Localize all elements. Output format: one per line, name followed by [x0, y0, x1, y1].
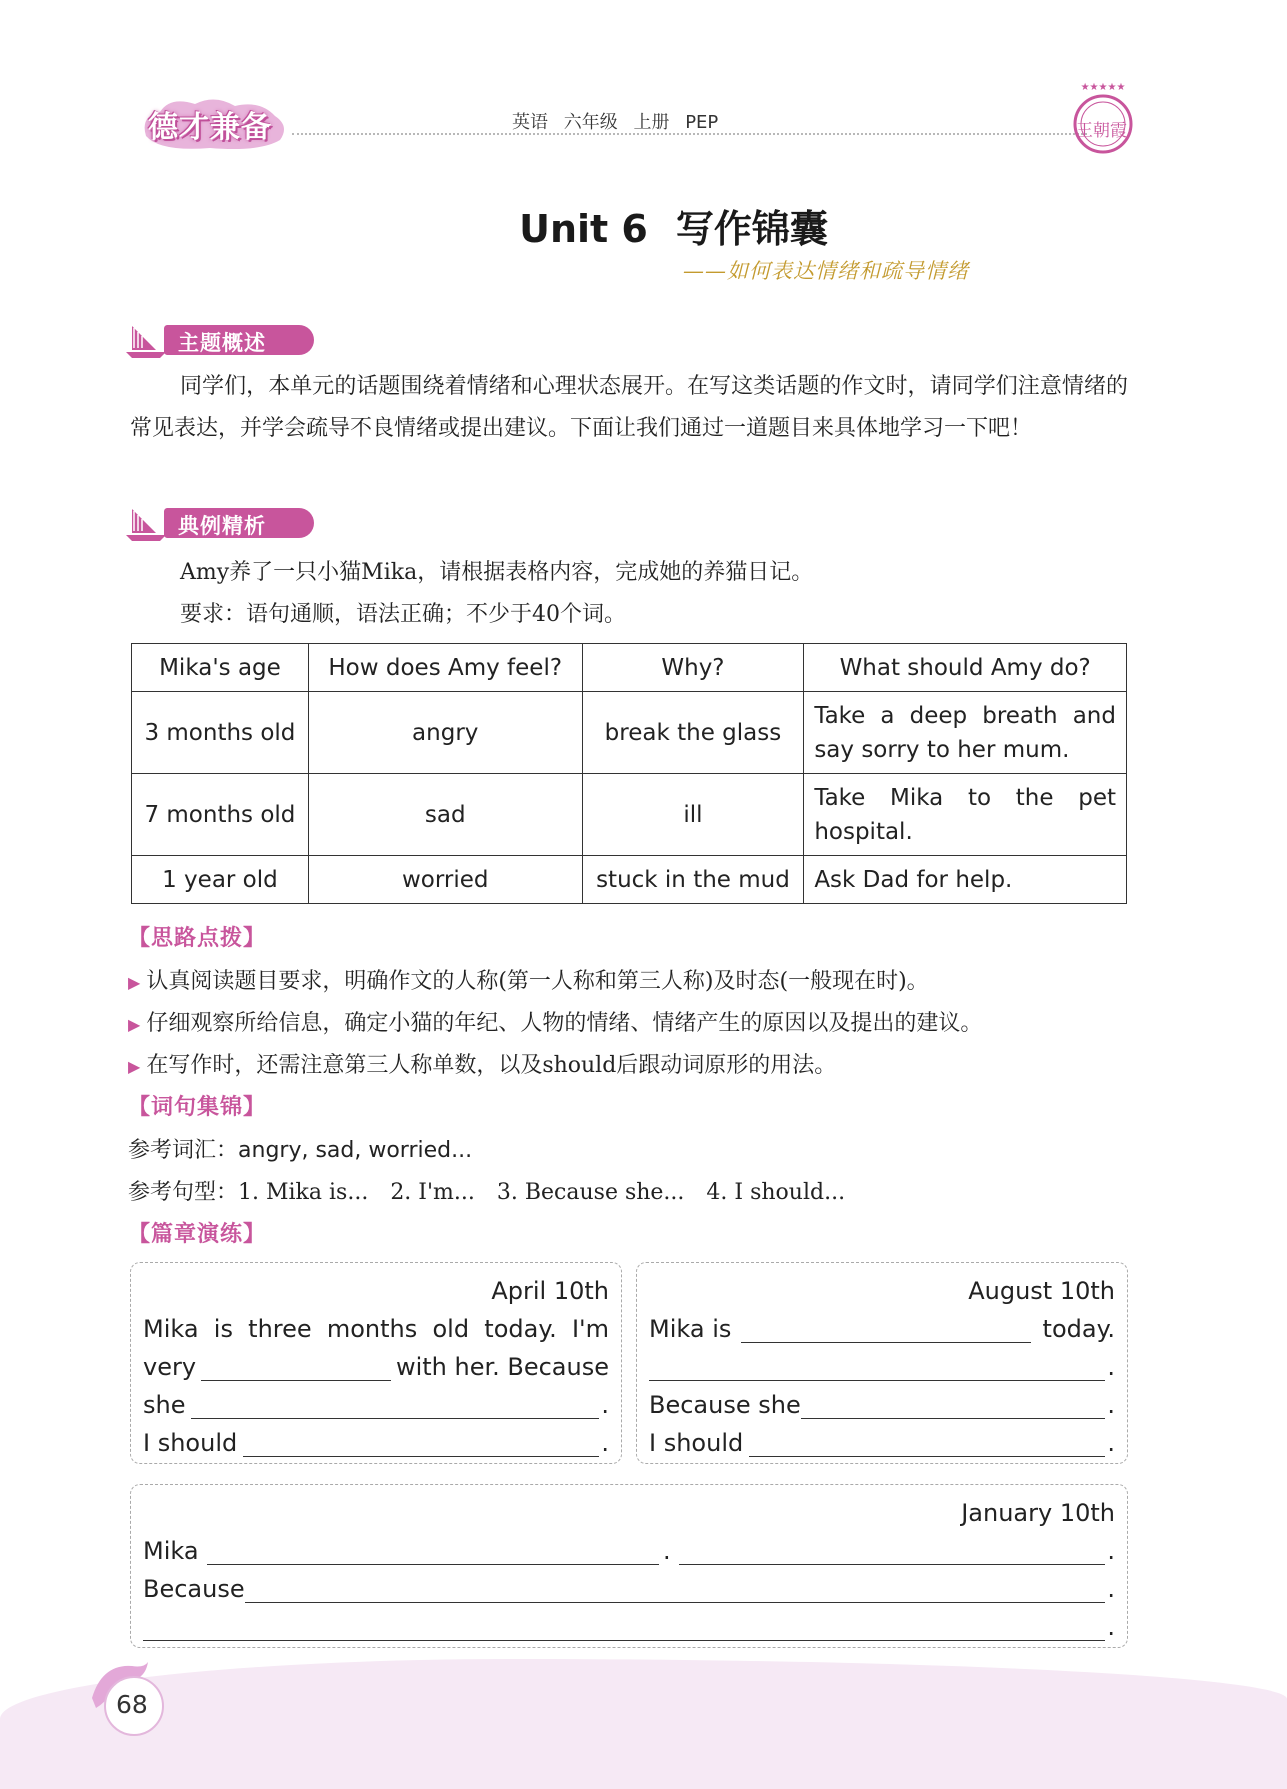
section-badge-overview: [126, 320, 326, 360]
diary-line: [143, 1429, 609, 1459]
table-row: [132, 692, 1127, 774]
diary-text: Because: [143, 1575, 245, 1603]
diary-line: [143, 1353, 609, 1383]
diary-box-april: [130, 1262, 622, 1464]
table-cell: worried: [308, 856, 582, 904]
table-cell: Ask Dad for help.: [804, 856, 1127, 904]
table-header: How does Amy feel?: [308, 644, 582, 692]
grade: 六年级: [563, 112, 618, 133]
answer-blank[interactable]: [191, 1396, 599, 1419]
answer-blank[interactable]: [201, 1358, 391, 1381]
example-requirement: 要求：语句通顺，语法正确；不少于40个词。: [180, 602, 626, 627]
list-item: ▶ 仔细观察所给信息，确定小猫的年纪、人物的情绪、情绪产生的原因以及提出的建议。: [128, 1011, 983, 1036]
table-row: [132, 774, 1127, 856]
series-logo: [140, 96, 290, 150]
period: .: [601, 1429, 609, 1457]
diary-line: [143, 1315, 609, 1345]
answer-blank[interactable]: [243, 1434, 599, 1457]
table-cell: break the glass: [582, 692, 804, 774]
table-header: Mika's age: [132, 644, 309, 692]
diary-line: [143, 1391, 609, 1421]
pattern-label: 参考句型：: [128, 1180, 239, 1205]
table-cell: Take Mika to the pet hospital.: [804, 774, 1127, 856]
diary-text: Mika: [143, 1537, 199, 1565]
diary-text: very: [143, 1353, 197, 1381]
table-cell: sad: [308, 774, 582, 856]
diary-text: with her. Because: [395, 1353, 609, 1381]
practice-heading: 【篇章演练】: [128, 1222, 267, 1247]
diary-line: [649, 1391, 1115, 1421]
table-cell: angry: [308, 692, 582, 774]
period: .: [601, 1391, 609, 1419]
vocab-label: 参考词汇：: [128, 1138, 239, 1163]
table-cell: ill: [582, 774, 804, 856]
pattern-item: 4. I should...: [706, 1180, 846, 1205]
diary-text: Because she: [649, 1391, 801, 1419]
overview-text: 同学们，本单元的话题围绕着情绪和心理状态展开。在写这类话题的作文时，请同学们注意情绪的常见表达，并学会疏导不良情绪或提出建议。下面让我们通过一道题目来具体地学习一下吧！: [130, 374, 1128, 441]
info-table: [131, 643, 1127, 904]
table-header-row: [132, 644, 1127, 692]
author-seal: [1064, 80, 1142, 160]
volume: 上册: [633, 112, 670, 133]
table-cell: 1 year old: [132, 856, 309, 904]
table-header: What should Amy do?: [804, 644, 1127, 692]
answer-blank[interactable]: [143, 1618, 1105, 1641]
diary-date: April 10th: [491, 1277, 609, 1305]
bullet-text: 认真阅读题目要求，明确作文的人称(第一人称和第三人称)及时态(一般现在时)。: [146, 969, 929, 994]
period: .: [1107, 1353, 1115, 1381]
answer-blank[interactable]: [801, 1396, 1105, 1419]
diary-line: [649, 1429, 1115, 1459]
pattern-item: 3. Because she...: [496, 1180, 685, 1205]
diary-box-january: [130, 1484, 1128, 1648]
period: .: [1107, 1537, 1115, 1565]
seal-text: 王朝霞: [1076, 121, 1127, 141]
diary-date: August 10th: [968, 1277, 1115, 1305]
vocab-words: angry, sad, worried...: [238, 1138, 473, 1163]
diary-text: today.: [1042, 1315, 1115, 1343]
pattern-item: 1. Mika is...: [238, 1180, 369, 1205]
period: .: [1107, 1575, 1115, 1603]
period: .: [1107, 1429, 1115, 1457]
answer-blank[interactable]: [679, 1542, 1105, 1565]
svg-text:★★★★★: ★★★★★: [1080, 82, 1126, 93]
badge-label: 主题概述: [178, 331, 266, 355]
diary-text: I should: [649, 1429, 744, 1457]
diary-text: I should: [143, 1429, 238, 1457]
period: .: [1107, 1391, 1115, 1419]
bullet-text: 仔细观察所给信息，确定小猫的年纪、人物的情绪、情绪产生的原因以及提出的建议。: [146, 1011, 983, 1036]
answer-blank[interactable]: [207, 1542, 659, 1565]
period: .: [663, 1537, 671, 1565]
diary-line: [143, 1537, 1115, 1567]
section-badge-example: [126, 503, 326, 543]
table-cell: Take a deep breath and say sorry to her mum.: [804, 692, 1127, 774]
answer-blank[interactable]: [245, 1580, 1105, 1603]
edition: PEP: [685, 112, 719, 133]
page-subtitle: ——如何表达情绪和疏导情绪: [683, 259, 969, 283]
diary-line: [143, 1575, 1115, 1605]
list-item: ▶ 认真阅读题目要求，明确作文的人称(第一人称和第三人称)及时态(一般现在时)。: [128, 969, 929, 994]
example-prompt: Amy养了一只小猫Mika，请根据表格内容，完成她的养猫日记。: [180, 560, 814, 585]
subject: 英语: [512, 112, 548, 133]
header-meta: [512, 108, 718, 134]
diary-box-august: [636, 1262, 1128, 1464]
list-item: ▶ 在写作时，还需注意第三人称单数，以及should后跟动词原形的用法。: [128, 1053, 837, 1078]
table-cell: 7 months old: [132, 774, 309, 856]
badge-label: 典例精析: [178, 514, 266, 538]
answer-blank[interactable]: [649, 1358, 1105, 1381]
pattern-line: [128, 1175, 845, 1206]
diary-date: January 10th: [961, 1499, 1115, 1527]
logo-text: 德才兼备: [148, 110, 272, 145]
diary-text: she: [143, 1391, 186, 1419]
thinking-heading: 【思路点拨】: [128, 926, 267, 951]
phrases-heading: 【词句集锦】: [128, 1095, 267, 1120]
diary-line: [649, 1315, 1115, 1345]
unit-label: Unit 6: [519, 207, 648, 251]
diary-line: [143, 1613, 1115, 1643]
footer-band: [0, 1659, 1287, 1789]
diary-text: Mika is: [649, 1315, 732, 1343]
title-name: 写作锦囊: [675, 207, 828, 251]
answer-blank[interactable]: [741, 1320, 1031, 1343]
pattern-item: 2. I'm...: [390, 1180, 475, 1205]
diary-line: [649, 1353, 1115, 1383]
table-cell: 3 months old: [132, 692, 309, 774]
table-cell: stuck in the mud: [582, 856, 804, 904]
bullet-text: 在写作时，还需注意第三人称单数，以及should后跟动词原形的用法。: [146, 1053, 837, 1078]
diary-text: Mika is three months old today. I'm: [143, 1315, 609, 1343]
vocab-line: [128, 1133, 472, 1164]
table-header: Why?: [582, 644, 804, 692]
page-number: 68: [116, 1690, 148, 1719]
period: .: [1107, 1613, 1115, 1641]
answer-blank[interactable]: [749, 1434, 1105, 1457]
table-row: [132, 856, 1127, 904]
page-title: [0, 198, 1287, 253]
